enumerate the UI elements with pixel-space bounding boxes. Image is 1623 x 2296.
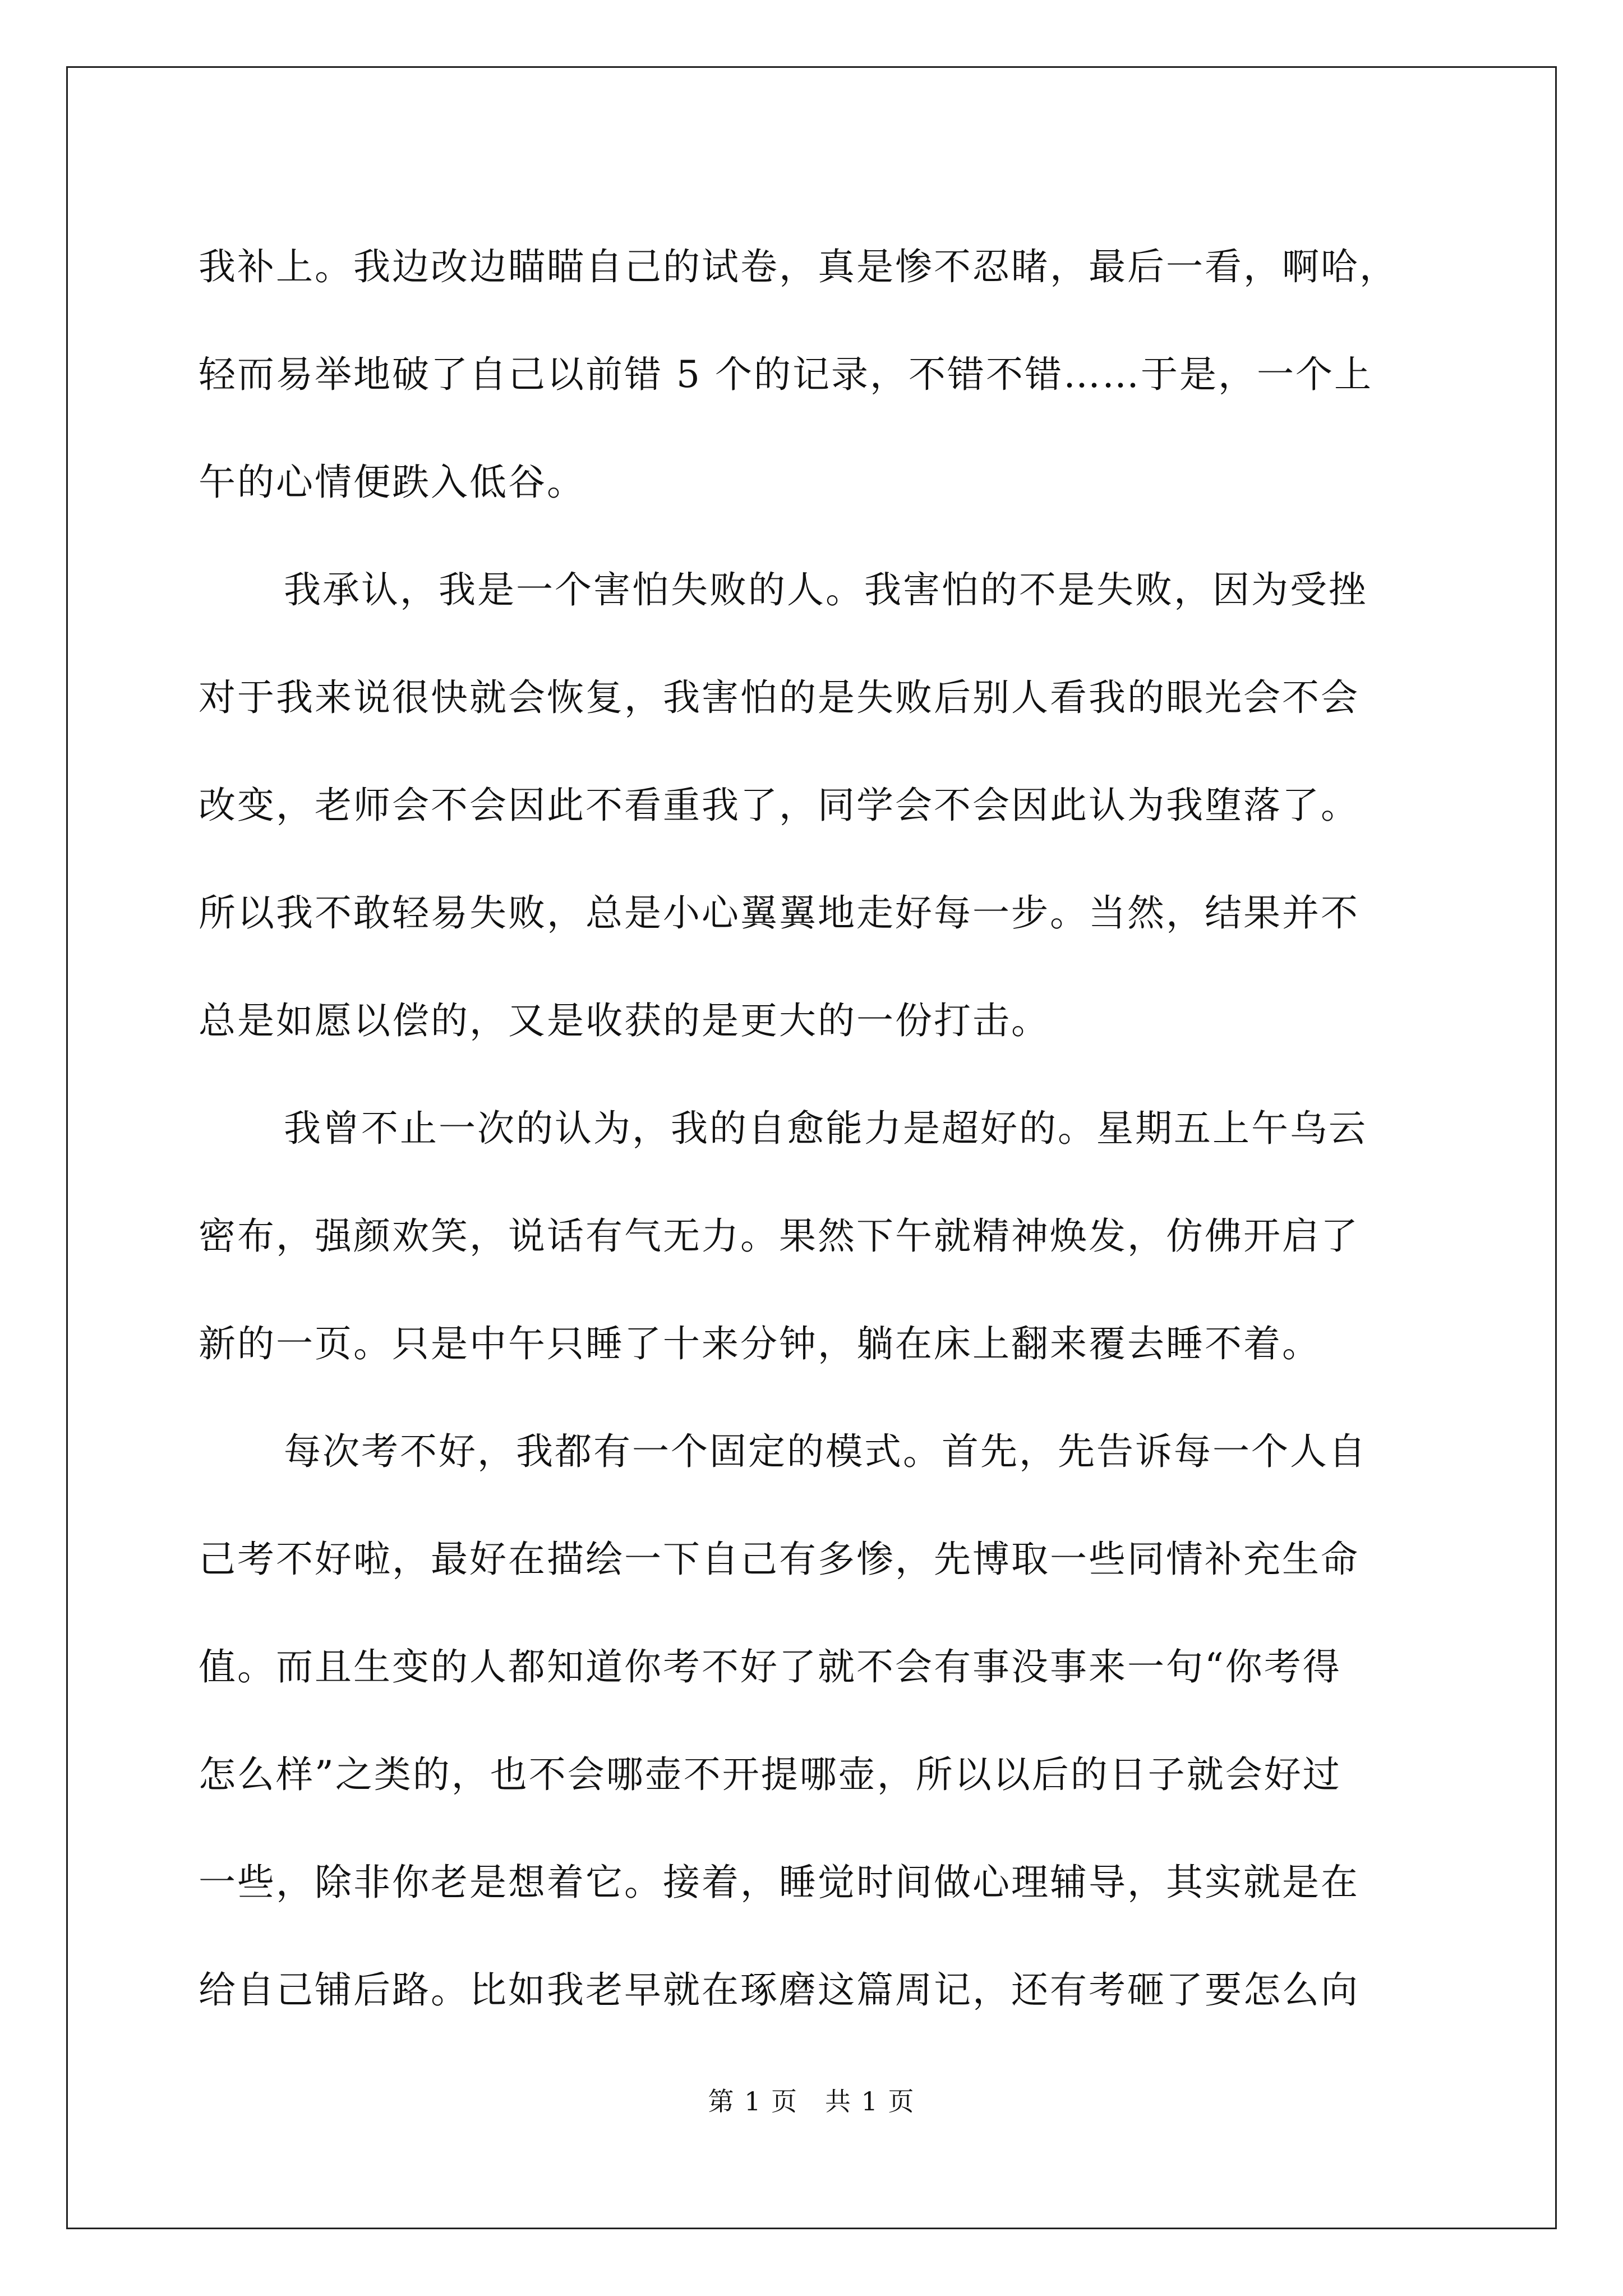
text-line: 值。而且生变的人都知道你考不好了就不会有事没事来一句“你考得 bbox=[199, 1645, 1341, 1688]
text-line: 新的一页。只是中午只睡了十来分钟，躺在床上翻来覆去睡不着。 bbox=[199, 1322, 1321, 1365]
text-line: 午的心情便跌入低谷。 bbox=[199, 461, 585, 504]
document-body bbox=[199, 213, 1432, 2044]
text-line: 一些，除非你老是想着它。接着，睡觉时间做心理辅导，其实就是在 bbox=[199, 1861, 1359, 1904]
text-line: 我承认，我是一个害怕失败的人。我害怕的不是失败，因为受挫 bbox=[284, 568, 1367, 611]
text-line: 轻而易举地破了自己以前错 5 个的记录，不错不错……于是，一个上 bbox=[199, 353, 1373, 396]
text-line: 所以我不敢轻易失败，总是小心翼翼地走好每一步。当然，结果并不 bbox=[199, 891, 1359, 935]
text-line: 怎么样”之类的，也不会哪壶不开提哪壶，所以以后的日子就会好过 bbox=[199, 1753, 1341, 1796]
page-footer: 第 1 页 共 1 页 bbox=[708, 2086, 915, 2116]
text-line: 改变，老师会不会因此不看重我了，同学会不会因此认为我堕落了。 bbox=[199, 784, 1359, 827]
text-line: 每次考不好，我都有一个固定的模式。首先，先告诉每一个人自 bbox=[284, 1430, 1367, 1473]
text-line: 己考不好啦，最好在描绘一下自己有多惨，先博取一些同情补充生命 bbox=[199, 1538, 1359, 1581]
text-line: 总是如愿以偿的，又是收获的是更大的一份打击。 bbox=[199, 999, 1050, 1042]
text-line: 我补上。我边改边瞄瞄自己的试卷，真是惨不忍睹，最后一看，啊哈， bbox=[199, 245, 1398, 288]
text-line: 密布，强颜欢笑，说话有气无力。果然下午就精神焕发，仿佛开启了 bbox=[199, 1214, 1359, 1258]
text-line: 我曾不止一次的认为，我的自愈能力是超好的。星期五上午乌云 bbox=[284, 1107, 1367, 1150]
text-line: 对于我来说很快就会恢复，我害怕的是失败后别人看我的眼光会不会 bbox=[199, 676, 1359, 719]
text-line: 给自己铺后路。比如我老早就在琢磨这篇周记，还有考砸了要怎么向 bbox=[199, 1968, 1359, 2012]
